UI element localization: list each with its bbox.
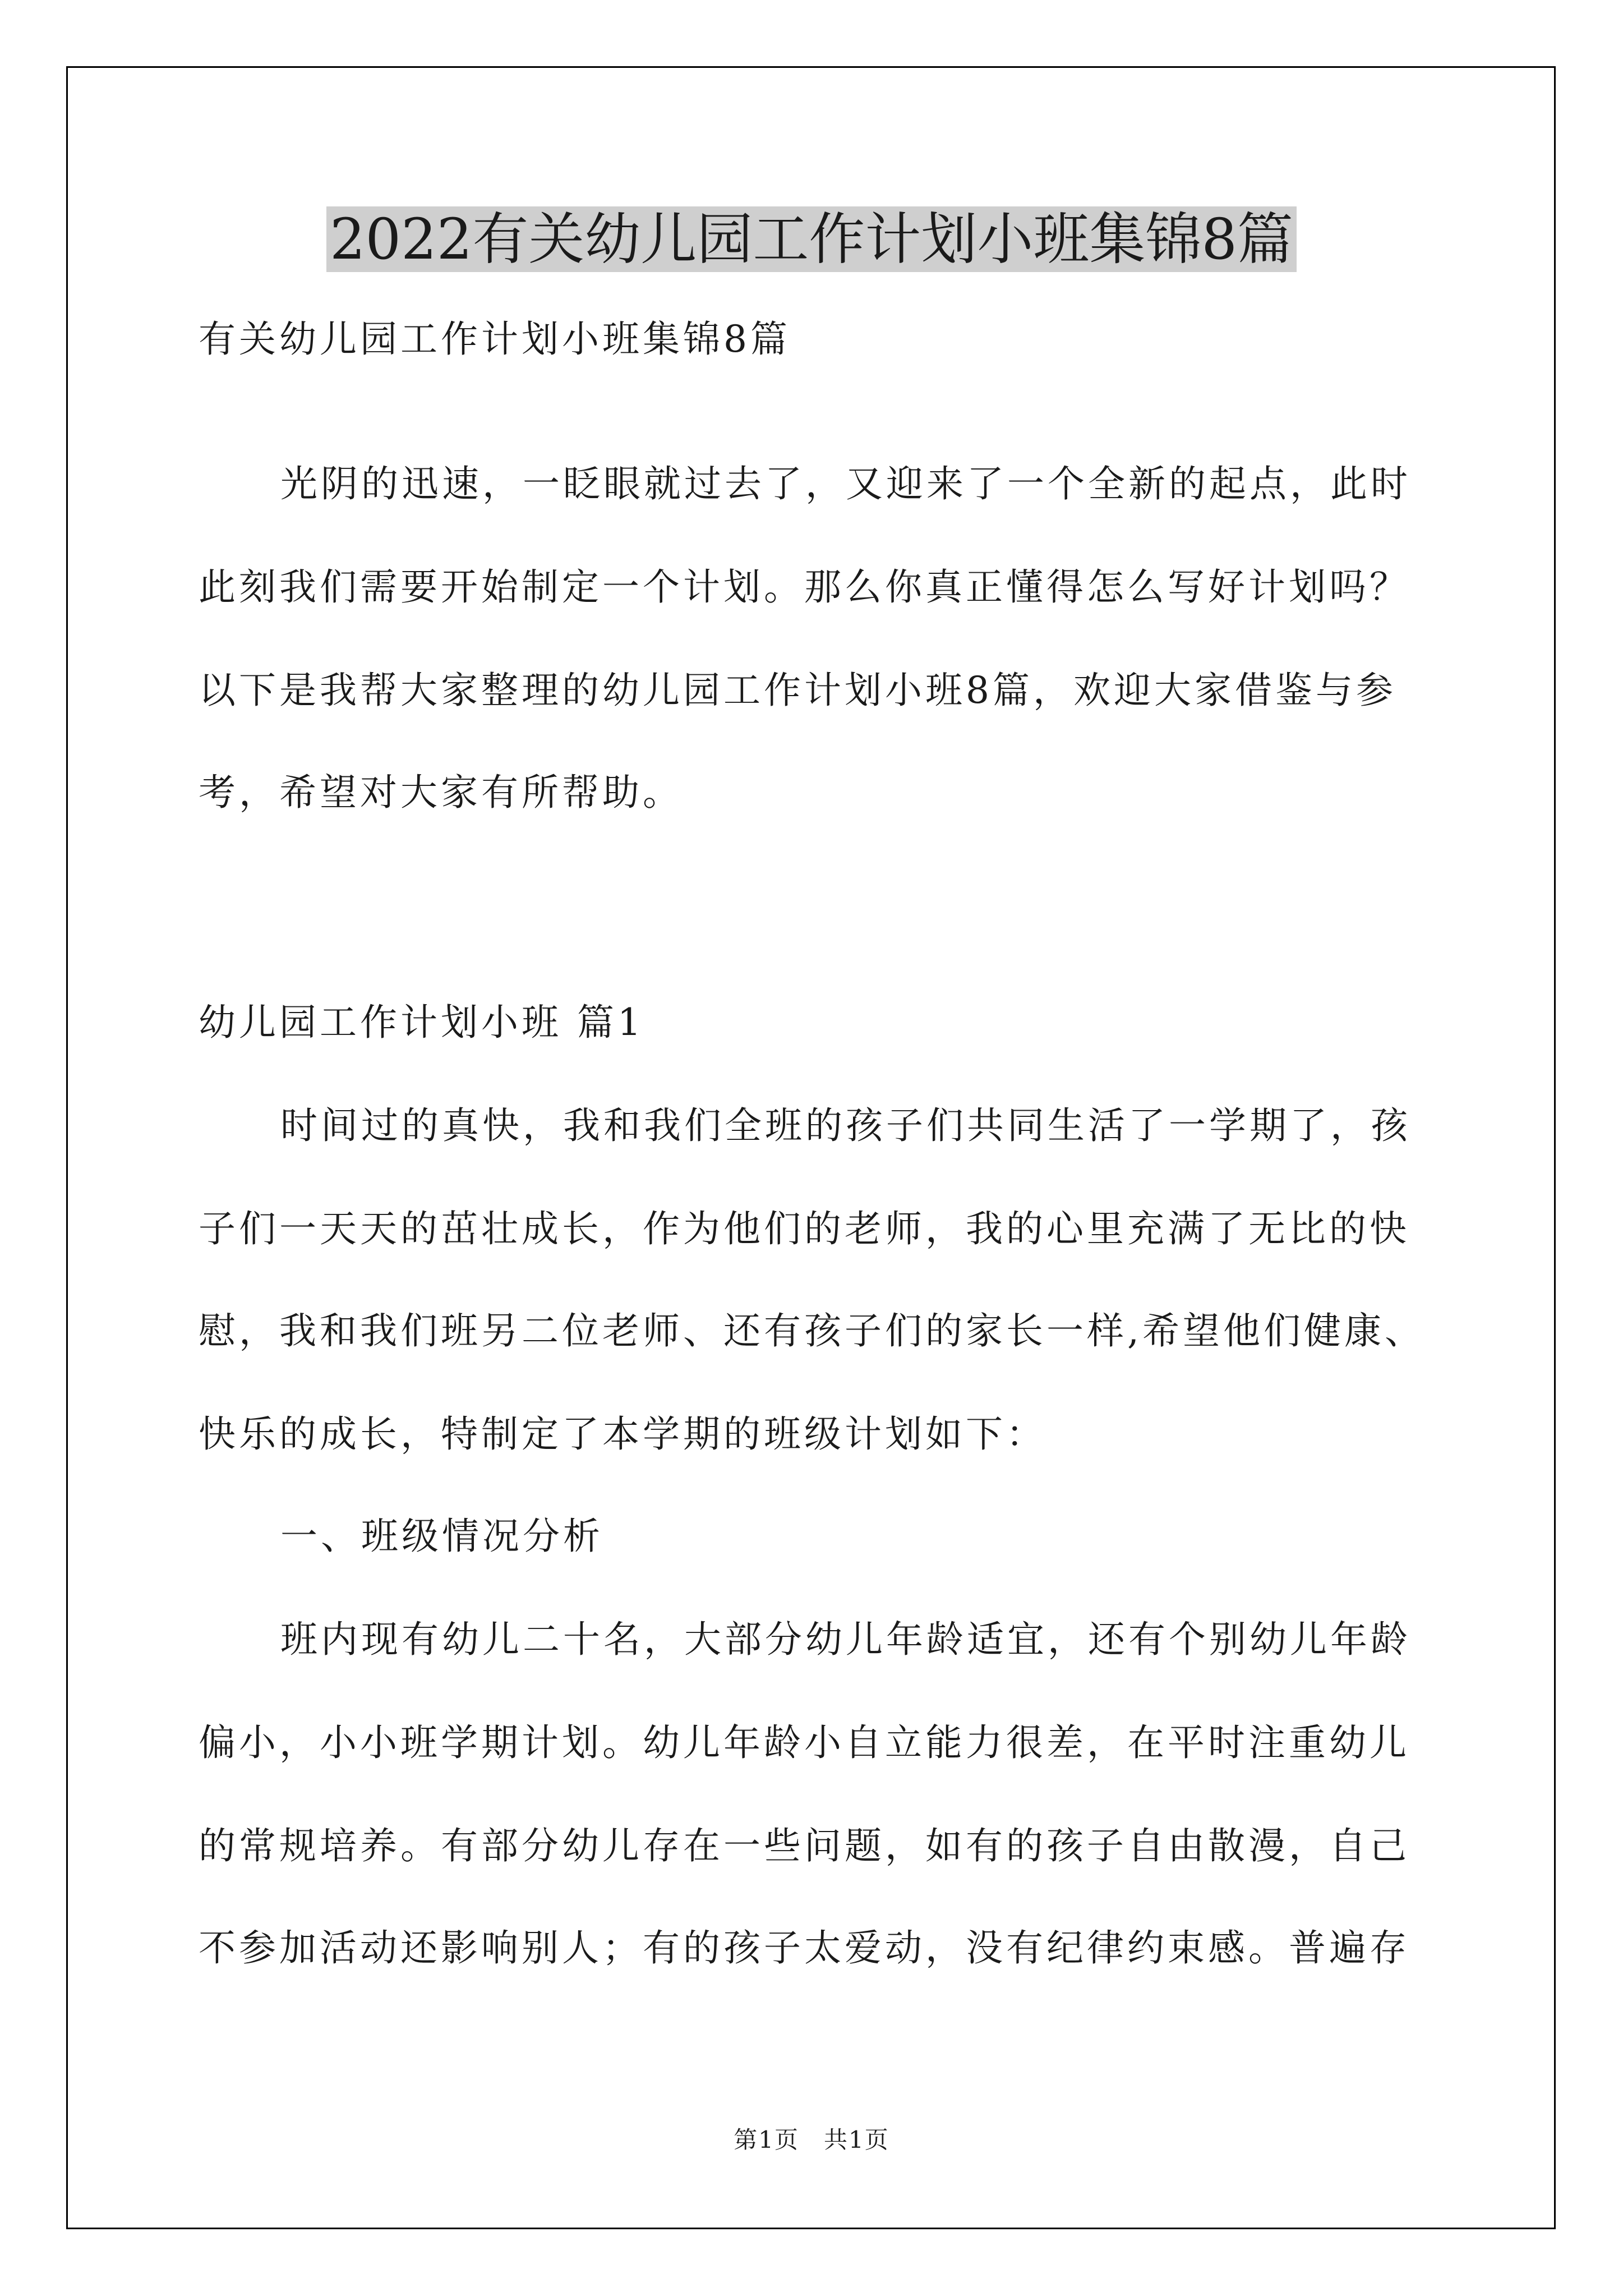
page-footer: 第1页 共1页	[734, 2126, 889, 2154]
intro-line: 考，希望对大家有所帮助。	[199, 771, 683, 814]
paragraph-line: 偏小，小小班学期计划。幼儿年龄小自立能力很差，在平时注重幼儿	[199, 1721, 1410, 1764]
intro-line: 光阴的迅速，一眨眼就过去了，又迎来了一个全新的起点，此时	[280, 462, 1411, 505]
paragraph-line: 慰，我和我们班另二位老师、还有孩子们的家长一样,希望他们健康、	[199, 1309, 1425, 1352]
paragraph-line: 子们一天天的茁壮成长，作为他们的老师，我的心里充满了无比的快	[199, 1207, 1410, 1250]
document-title	[0, 197, 1623, 282]
paragraph-line: 班内现有幼儿二十名，大部分幼儿年龄适宜，还有个别幼儿年龄	[280, 1618, 1411, 1661]
document-subtitle: 有关幼儿园工作计划小班集锦8篇	[199, 318, 791, 361]
paragraph-line: 不参加活动还影响别人；有的孩子太爱动，没有纪律约束感。普遍存	[199, 1926, 1410, 1970]
document-title-text: 2022有关幼儿园工作计划小班集锦8篇	[326, 206, 1297, 272]
paragraph-line: 的常规培养。有部分幼儿存在一些问题，如有的孩子自由散漫，自己	[199, 1824, 1410, 1867]
intro-line: 以下是我帮大家整理的幼儿园工作计划小班8篇，欢迎大家借鉴与参	[199, 669, 1396, 712]
section-heading: 幼儿园工作计划小班 篇1	[199, 1001, 644, 1044]
paragraph-line: 时间过的真快，我和我们全班的孩子们共同生活了一学期了，孩	[280, 1104, 1411, 1147]
intro-line: 此刻我们需要开始制定一个计划。那么你真正懂得怎么写好计划吗？	[199, 565, 1410, 609]
subheading: 一、班级情况分析	[280, 1515, 603, 1558]
paragraph-line: 快乐的成长，特制定了本学期的班级计划如下：	[199, 1412, 1046, 1456]
